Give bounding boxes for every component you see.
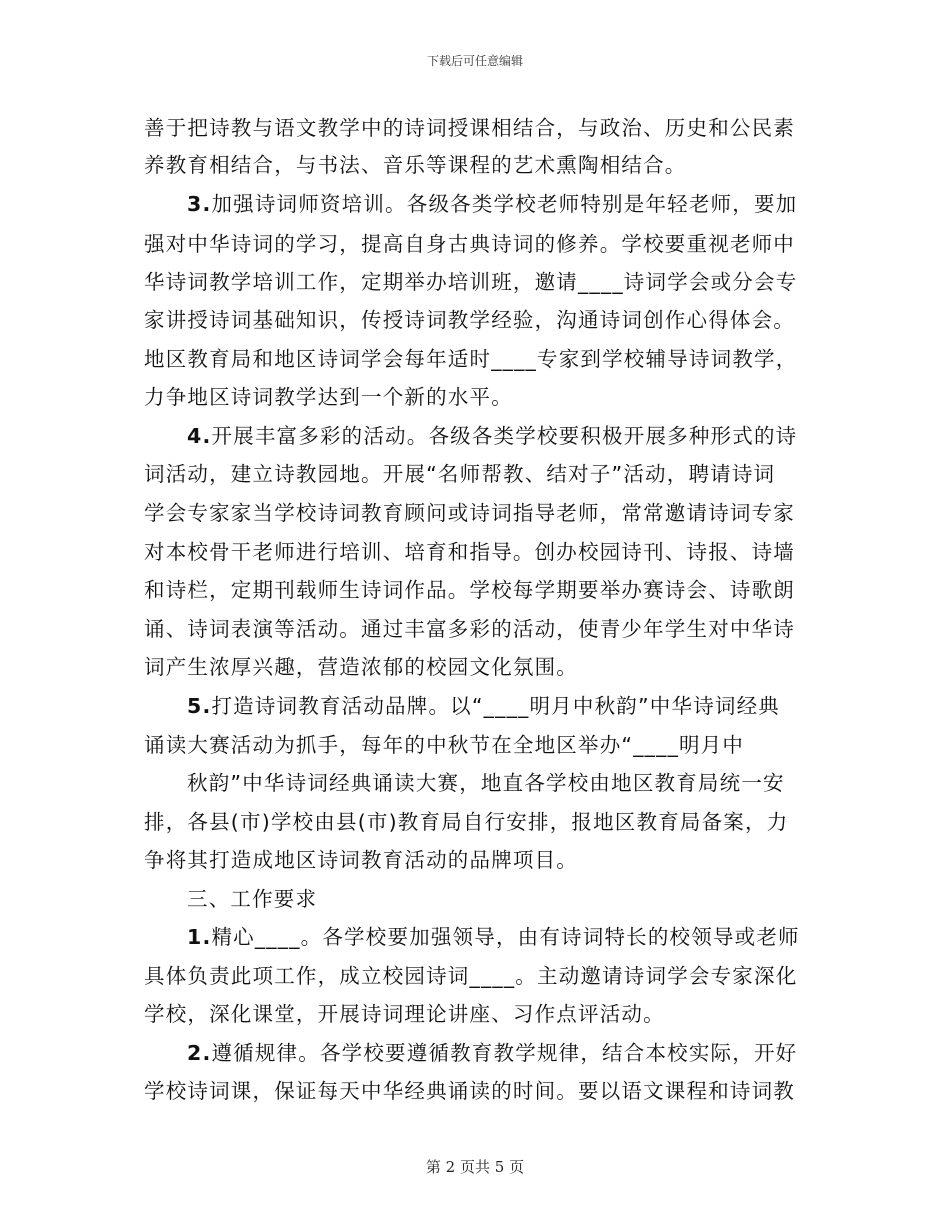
- text-line: 秋韵”中华诗词经典诵读大赛，地直各学校由地区教育局统一安: [187, 771, 785, 795]
- item-number: 4.: [187, 424, 212, 448]
- text-line: 具体负责此项工作，成立校园诗词____。主动邀请诗词学会专家深化: [144, 964, 798, 988]
- requirement-item-1: [187, 920, 800, 950]
- item-number: 5.: [187, 694, 212, 718]
- text-line: 学校诗词课，保证每天中华经典诵读的时间。要以语文课程和诗词教: [144, 1079, 795, 1103]
- text-line: 诵读大赛活动为抓手，每年的中秋节在全地区举办“____明月中: [144, 733, 745, 757]
- text-line: 学会专家家当学校诗词教育顾问或诗词指导老师，常常邀请诗词专家: [144, 501, 795, 525]
- text-line: 词产生浓厚兴趣，营造浓郁的校园文化氛围。: [144, 655, 578, 679]
- page-header: 下载后可任意编辑: [426, 54, 523, 68]
- section-item-3: [187, 187, 797, 217]
- text-line: 华诗词教学培训工作，定期举办培训班，邀请____诗词学会或分会专: [144, 270, 798, 294]
- item-text: 精心____。各学校要加强领导，由有诗词特长的校领导或老师: [211, 925, 800, 949]
- text-line: 词活动，建立诗教园地。开展“名师帮教、结对子”活动，聘请诗词: [144, 462, 776, 486]
- text-line: 地区教育局和地区诗词学会每年适时____专家到学校辅导诗词教学，: [144, 347, 798, 371]
- text-line: 学校，深化课堂，开展诗词理论讲座、习作点评活动。: [144, 1002, 665, 1026]
- section-heading: 三、工作要求: [187, 887, 318, 911]
- requirement-item-2: [187, 1036, 797, 1066]
- text-line: 家讲授诗词基础知识，传授诗词教学经验，沟通诗词创作心得体会。: [144, 308, 795, 332]
- item-text: 遵循规律。各学校要遵循教育教学规律，结合本校实际，开好: [211, 1041, 798, 1065]
- section-item-5: [187, 689, 780, 719]
- item-number: 2.: [187, 1041, 212, 1065]
- text-line: 争将其打造成地区诗词教育活动的品牌项目。: [144, 848, 578, 872]
- text-line: 排，各县(市)学校由县(市)教育局自行安排，报地区教育局备案，力: [144, 810, 789, 834]
- text-line: 强对中华诗词的学习，提高自身古典诗词的修养。学校要重视老师中: [144, 232, 795, 256]
- item-number: 1.: [187, 925, 212, 949]
- item-number: 3.: [187, 192, 212, 216]
- text-line: 对本校骨干老师进行培训、培育和指导。创办校园诗刊、诗报、诗墙: [144, 540, 795, 564]
- text-line: 养教育相结合，与书法、音乐等课程的艺术熏陶相结合。: [144, 153, 687, 177]
- item-text: 加强诗词师资培训。各级各类学校老师特别是年轻老师，要加: [211, 192, 798, 216]
- text-line: 诵、诗词表演等活动。通过丰富多彩的活动，使青少年学生对中华诗: [144, 617, 795, 641]
- text-line: 力争地区诗词教学达到一个新的水平。: [144, 385, 513, 409]
- page-footer: 第 2 页共 5 页: [425, 1158, 525, 1176]
- text-line: 善于把诗教与语文教学中的诗词授课相结合，与政治、历史和公民素: [144, 116, 795, 140]
- item-text: 打造诗词教育活动品牌。以“____明月中秋韵”中华诗词经典: [211, 694, 780, 718]
- section-item-4: [187, 419, 797, 449]
- item-text: 开展丰富多彩的活动。各级各类学校要积极开展多种形式的诗: [211, 424, 798, 448]
- text-line: 和诗栏，定期刊载师生诗词作品。学校每学期要举办赛诗会、诗歌朗: [144, 578, 795, 602]
